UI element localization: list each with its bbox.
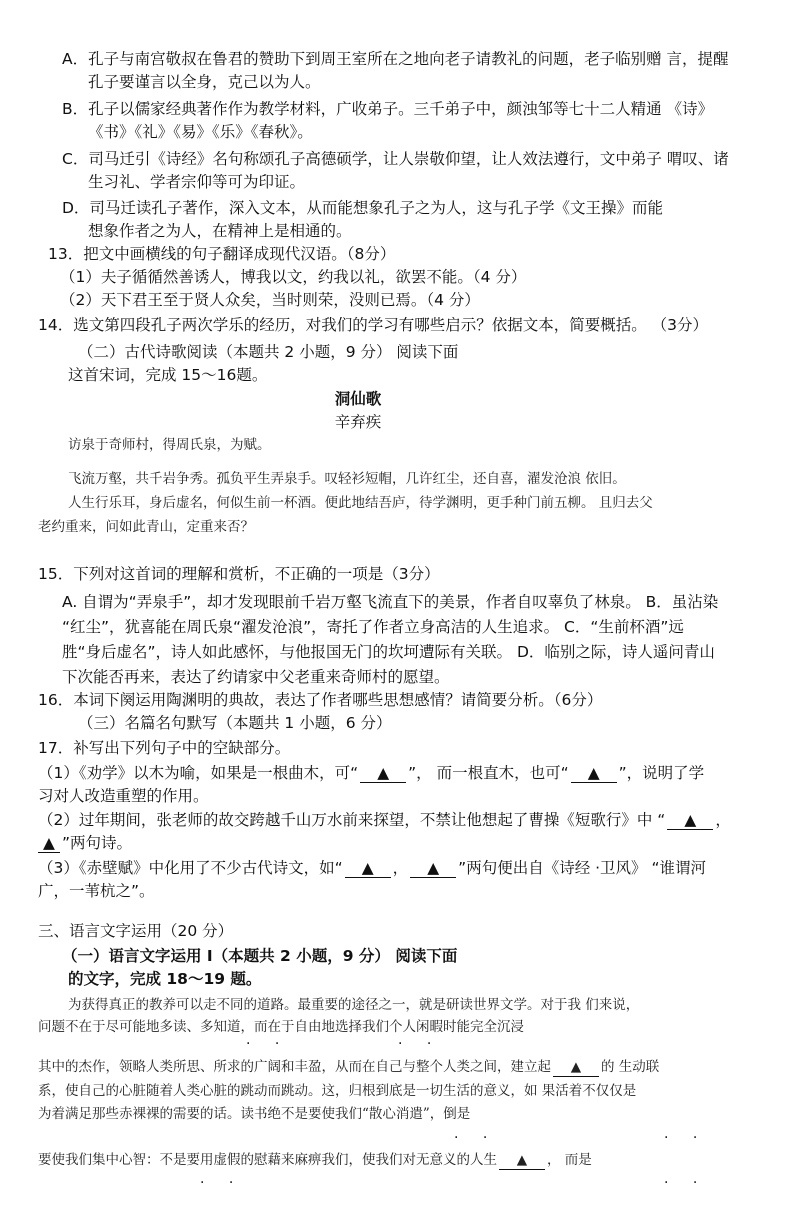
section3-heading: （三）名篇名句默写（本题共 1 小题，6 分） xyxy=(78,714,392,732)
poem-line-1: 飞流万壑，共千岩争秀。孤负平生弄泉手。叹轻衫短帽，几许红尘，还自喜，濯发沧浪 依旧。 xyxy=(68,471,626,487)
q12-option-a-line2: 孔子要谨言以全身，克己以为人。 xyxy=(88,73,321,91)
part3-sub-heading-cont: 的文字，完成 18～19 题。 xyxy=(68,970,262,988)
section2-heading: （二）古代诗歌阅读（本题共 2 小题，9 分） 阅读下面 xyxy=(78,343,459,361)
q13-sentence-1: （1）夫子循循然善诱人，博我以文，约我以礼，欲罢不能。（4 分） xyxy=(60,268,527,286)
passage-line-1: 为获得真正的教养可以走不同的道路。最重要的途径之一，就是研读世界文学。对于我 们来说， xyxy=(68,997,640,1013)
q13-sentence-2: （2）天下君王至于贤人众矣，当时则荣，没则已焉。（4 分） xyxy=(60,291,480,309)
q12-option-c-line2: 生习礼、学者宗仰等可为印证。 xyxy=(88,173,306,191)
answer-blank[interactable]: ▲ xyxy=(553,1059,599,1077)
q17-item-2-cont: ▲ ”两句诗。 xyxy=(38,832,132,854)
poem-title: 洞仙歌 xyxy=(334,390,382,408)
poem-preface: 访泉于奇师村，得周氏泉，为赋。 xyxy=(68,437,271,453)
q12-option-d-line1: D．司马迁读孔子著作，深入文本，从而能想象孔子之为人，这与孔子学《文王操》而能 xyxy=(62,199,663,217)
answer-blank[interactable]: ▲ xyxy=(345,860,391,878)
answer-blank[interactable]: ▲ xyxy=(410,860,456,878)
emphasis-dots: · · xyxy=(246,1036,290,1052)
passage-line-3: 其中的杰作，领略人类所思、所求的广阔和丰盈，从而在自己与整个人类之间，建立起 ▲ 的 生动联 xyxy=(38,1059,660,1075)
passage-line-6: 要使我们集中心智：不是要用虚假的慰藉来麻痹我们，使我们对无意义的人生 ▲ ， 而是 xyxy=(38,1152,592,1168)
answer-blank[interactable]: ▲ xyxy=(360,765,406,783)
q15-line-2: “红尘”，犹喜能在周氏泉“濯发沧浪”，寄托了作者立身高洁的人生追求。 C．“生前杯酒”远 xyxy=(62,618,684,636)
q12-option-b-line2: 《书》《礼》《易》《乐》《春秋》。 xyxy=(88,123,313,141)
part3-sub-heading: （一）语言文字运用 Ⅰ（本题共 2 小题，9 分） 阅读下面 xyxy=(62,947,458,965)
q17-item-1-cont: 习对人改造重塑的作用。 xyxy=(38,787,209,805)
q15-line-1: A. 自谓为“弄泉手”，却才发现眼前千岩万壑飞流直下的美景，作者自叹辜负了林泉。 B．虽沾染 xyxy=(62,593,719,611)
q14-question: 14．选文第四段孔子两次学乐的经历，对我们的学习有哪些启示？依据文本，简要概括。 （3分） xyxy=(38,316,709,334)
q15-line-4: 下次能否再来，表达了约请家中父老重来奇师村的愿望。 xyxy=(62,668,450,686)
poem-line-2: 人生行乐耳，身后虚名，何似生前一杯酒。便此地结吾庐，待学渊明，更手种门前五柳。 且归去父 xyxy=(68,495,653,511)
emphasis-dots: · · xyxy=(200,1175,244,1191)
q16-question: 16．本词下阕运用陶渊明的典故，表达了作者哪些思想感情？请简要分析。（6分） xyxy=(38,691,603,709)
emphasis-dots: · · xyxy=(664,1130,708,1146)
q17-item-3: （3）《赤壁赋》中化用了不少古代诗文，如“ ▲ ， ▲ ”两句便出自《诗经 ·卫风》 “谁谓河 xyxy=(38,859,707,877)
emphasis-dots: · · xyxy=(454,1130,498,1146)
q12-option-a-line1: A．孔子与南宫敬叔在鲁君的赞助下到周王室所在之地向老子请教礼的问题，老子临别赠 言，提醒 xyxy=(62,50,729,68)
q17-item-2: （2）过年期间，张老师的故交跨越千山万水前来探望，不禁让他想起了曹操《短歌行》中 “ ▲ ， xyxy=(38,811,731,829)
answer-blank[interactable]: ▲ xyxy=(571,765,617,783)
q17-item-3-cont: 广，一苇杭之”。 xyxy=(38,882,155,900)
q15-stem: 15．下列对这首词的理解和赏析，不正确的一项是（3分） xyxy=(38,565,440,583)
q17-stem: 17．补写出下列句子中的空缺部分。 xyxy=(38,739,291,757)
passage-line-4: 系，使自己的心脏随着人类心脏的跳动而跳动。这，归根到底是一切生活的意义，如 果活着不仅仅是 xyxy=(38,1083,637,1099)
section2-heading-cont: 这首宋词，完成 15～16题。 xyxy=(68,366,268,384)
q12-option-b-line1: B．孔子以儒家经典著作作为教学材料，广收弟子。三千弟子中，颜浊邹等七十二人精通 《诗》 xyxy=(62,100,714,118)
poem-author: 辛弃疾 xyxy=(334,413,382,431)
q12-option-d-line2: 想象作者之为人，在精神上是相通的。 xyxy=(88,222,352,240)
passage-line-2: 问题不在于尽可能地多读、多知道，而在于自由地选择我们个人闲暇时能完全沉浸 xyxy=(38,1019,524,1035)
q13-stem: 13．把文中画横线的句子翻译成现代汉语。（8分） xyxy=(48,245,396,263)
answer-blank[interactable]: ▲ xyxy=(38,835,60,853)
part3-heading: 三、语言文字运用（20 分） xyxy=(38,922,234,940)
emphasis-dots: · · xyxy=(664,1175,708,1191)
passage-line-5: 为着满足那些赤裸裸的需要的话。读书绝不是要使我们“散心消遣”，倒是 xyxy=(38,1106,471,1122)
poem-line-3: 老约重来，问如此青山，定重来否？ xyxy=(38,519,254,535)
q15-line-3: 胜“身后虚名”，诗人如此感怀，与他报国无门的坎坷遭际有关联。 D．临别之际，诗人遥问青山 xyxy=(62,643,715,661)
answer-blank[interactable]: ▲ xyxy=(667,812,713,830)
q17-item-1: （1）《劝学》以木为喻，如果是一根曲木，可“ ▲ ”， 而一根直木，也可“ ▲ ”，说明了学 xyxy=(38,764,705,782)
answer-blank[interactable]: ▲ xyxy=(499,1152,545,1170)
q12-option-c-line1: C．司马迁引《诗经》名句称颂孔子高德硕学，让人崇敬仰望，让人效法遵行，文中弟子 喟叹、诸 xyxy=(62,150,729,168)
emphasis-dots: · · xyxy=(398,1036,442,1052)
